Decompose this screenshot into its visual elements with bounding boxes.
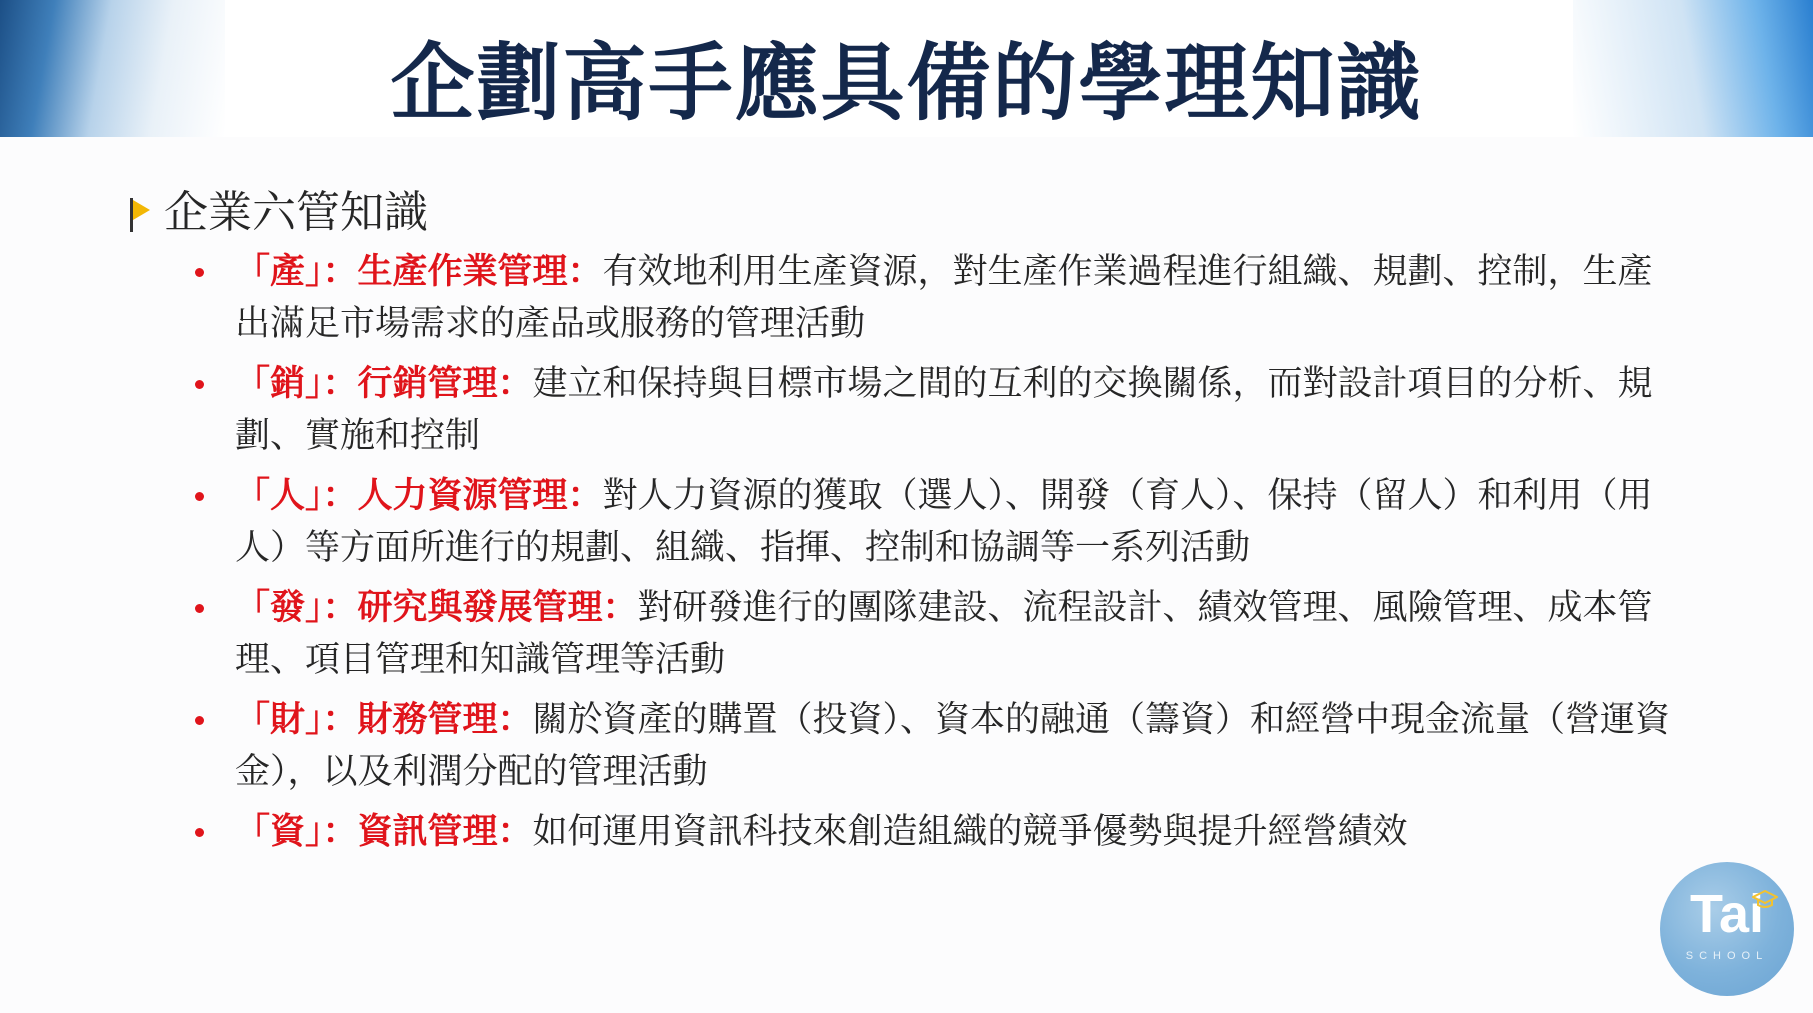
- item-term: 「發」：研究與發展管理：: [235, 588, 638, 628]
- bullet-icon: [195, 716, 204, 725]
- bullet-icon: [195, 492, 204, 501]
- item-description: 對研發進行的團隊建設、流程設計、績效管理、風險管理、成本管理、項目管理和知識管理等活動: [235, 588, 1653, 680]
- bullet-icon: [195, 268, 204, 277]
- item-description: 關於資產的購置（投資）、資本的融通（籌資）和經營中現金流量（營運資金），以及利潤分配的管理活動: [235, 700, 1671, 792]
- list-item: [195, 358, 1675, 462]
- item-term: 「銷」：行銷管理：: [235, 364, 533, 404]
- list-item: [195, 582, 1675, 686]
- list-item: [195, 246, 1675, 350]
- flag-icon: [130, 198, 152, 232]
- tai-school-logo: [1660, 862, 1794, 996]
- section-heading: [130, 182, 428, 244]
- logo-text: Tai: [1689, 884, 1764, 944]
- item-term: 「人」：人力資源管理：: [235, 476, 603, 516]
- list-item: [195, 694, 1675, 798]
- slide-title: 企劃高手應具備的學理知識: [390, 34, 1423, 132]
- item-description: 如何運用資訊科技來創造組織的競爭優勢與提升經營績效: [532, 812, 1408, 852]
- item-term: 「財」：財務管理：: [235, 700, 533, 740]
- item-description: 有效地利用生產資源，對生產作業過程進行組織、規劃、控制，生產出滿足市場需求的產品或服務的管理活動: [235, 252, 1653, 344]
- item-term: 「資」：資訊管理：: [235, 812, 533, 852]
- bullet-icon: [195, 380, 204, 389]
- item-description: 對人力資源的獲取（選人）、開發（育人）、保持（留人）和利用（用人）等方面所進行的規劃、組織、指揮、控制和協調等一系列活動: [235, 476, 1653, 568]
- item-description: 建立和保持與目標市場之間的互利的交換關係，而對設計項目的分析、規劃、實施和控制: [235, 364, 1653, 456]
- bullet-icon: [195, 828, 204, 837]
- item-term: 「產」：生產作業管理：: [235, 252, 603, 292]
- list-item: [195, 806, 1675, 858]
- logo-subtext: SCHOOL: [1685, 950, 1769, 962]
- knowledge-list: [195, 246, 1675, 866]
- bullet-icon: [195, 604, 204, 613]
- list-item: [195, 470, 1675, 574]
- section-label: 企業六管知識: [164, 187, 428, 238]
- graduation-cap-icon: [1752, 890, 1778, 910]
